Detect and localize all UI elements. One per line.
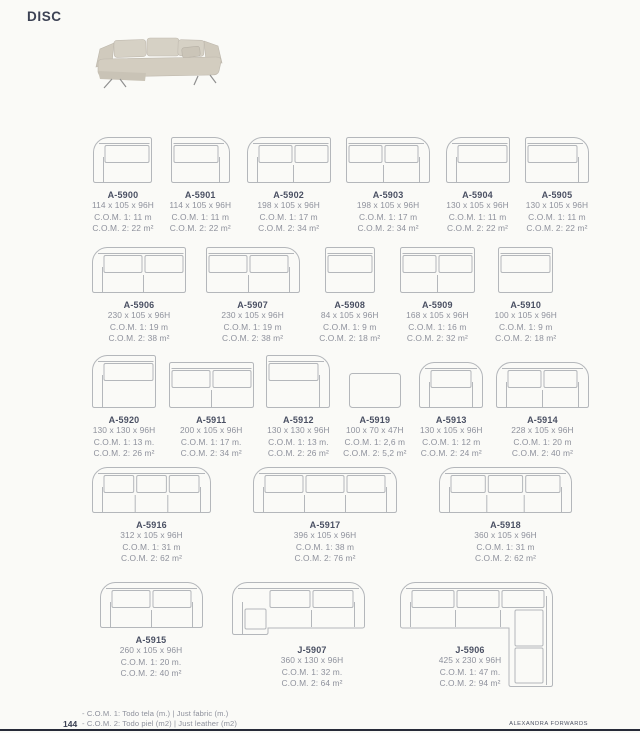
module-size: 396 x 105 x 96H [293,530,357,540]
module-size: 230 x 105 x 96H [221,310,284,320]
module-code: A-5906 [123,300,155,310]
module-card [92,467,211,565]
module-card [169,137,231,235]
module-com1: C.O.M. 1: 31 m [122,541,181,552]
module-com1: C.O.M. 1: 12 m [422,436,481,447]
module-diagram [400,247,475,293]
module-row-3 [92,352,589,460]
module-code: A-5918 [490,520,521,530]
module-com1: C.O.M. 1: 9 m [498,321,553,332]
module-com2: C.O.M. 2: 62 m² [120,553,183,563]
module-code: A-5915 [135,635,167,645]
module-diagram [419,352,483,408]
module-diagram [92,352,156,408]
module-diagram [232,582,372,635]
module-size: 100 x 70 x 47H [345,425,404,435]
module-card [92,352,156,460]
module-diagram [349,352,401,408]
module-code: A-5902 [273,190,304,200]
module-diagram [325,247,375,293]
footnote-com1: - C.O.M. 1: Todo tela (m.) | Just fabric (m.) [82,709,229,718]
module-size: 130 x 105 x 96H [420,425,483,435]
com-legend [82,709,237,729]
module-com2: C.O.M. 2: 26 m² [93,448,155,458]
module-code: A-5916 [136,520,167,530]
module-card [266,352,330,460]
module-card [525,137,589,235]
module-com1: C.O.M. 1: 11 m [171,211,230,222]
module-com1: C.O.M. 1: 19 m [223,321,282,332]
module-com2: C.O.M. 2: 22 m² [169,223,231,233]
module-com2: C.O.M. 2: 40 m² [511,448,573,458]
page-number: 144 [63,719,78,729]
module-com2: C.O.M. 2: 76 m² [294,553,356,563]
module-code: A-5901 [184,190,216,200]
module-diagram [253,467,397,513]
module-card [446,137,510,235]
module-com2: C.O.M. 2: 40 m² [120,668,182,678]
module-diagram [93,137,152,183]
module-size: 130 x 105 x 96H [525,200,589,210]
module-com1: C.O.M. 1: 9 m [323,321,377,332]
module-com1: C.O.M. 1: 17 m [259,211,318,222]
module-com1: C.O.M. 1: 31 m [476,541,535,552]
module-com2: C.O.M. 2: 38 m² [222,333,284,343]
module-com2: C.O.M. 2: 26 m² [267,448,329,458]
module-diagram [266,352,330,408]
module-com1: C.O.M. 1: 17 m. [180,436,242,447]
module-card [319,247,380,345]
module-code: A-5909 [422,300,453,310]
module-diagram [171,137,230,183]
module-com2: C.O.M. 2: 94 m² [439,678,501,688]
module-size: 168 x 105 x 96H [406,310,469,320]
module-com1: C.O.M. 1: 11 m [448,211,507,222]
module-com1: C.O.M. 1: 20 m. [120,656,182,667]
module-com1: C.O.M. 1: 13 m. [93,436,155,447]
module-card [494,247,557,345]
module-diagram [446,137,510,183]
module-card [343,352,407,460]
module-com1: C.O.M. 1: 20 m [513,436,572,447]
module-diagram [92,247,186,293]
module-row-4 [92,467,572,565]
module-size: 84 x 105 x 96H [320,310,379,320]
module-com1: C.O.M. 1: 11 m [528,211,586,222]
module-com2: C.O.M. 2: 64 m² [281,678,343,688]
module-text [257,638,367,690]
brand-footer: ALEXANDRA FORWARDS [509,721,588,727]
module-card [92,137,154,235]
module-com1: C.O.M. 1: 47 m. [439,666,501,677]
module-card [253,467,397,565]
module-card [232,582,372,688]
module-size: 200 x 105 x 96H [179,425,243,435]
module-code: A-5912 [283,415,314,425]
module-size: 228 x 105 x 96H [511,425,574,435]
module-diagram [92,467,211,513]
module-diagram [346,137,430,183]
module-size: 130 x 130 x 96H [92,425,156,435]
module-code: A-5905 [541,190,573,200]
module-row-1 [92,137,589,235]
module-size: 130 x 130 x 96H [267,425,330,435]
module-com2: C.O.M. 2: 38 m² [108,333,170,343]
module-com2: C.O.M. 2: 22 m² [446,223,509,233]
module-code: J-5906 [455,645,485,655]
module-card [419,352,483,460]
sofa-illustration [90,33,230,91]
module-diagram [525,137,589,183]
module-code: A-5910 [510,300,542,310]
module-com1: C.O.M. 1: 16 m [408,321,467,332]
module-text [405,638,535,690]
module-size: 198 x 105 x 96H [356,200,420,210]
module-code: A-5917 [309,520,341,530]
module-size: 312 x 105 x 96H [120,530,183,540]
module-code: A-5919 [359,415,391,425]
module-com1: C.O.M. 1: 38 m [295,541,355,552]
module-size: 114 x 105 x 96H [92,200,154,210]
module-com1: C.O.M. 1: 32 m. [281,666,343,677]
module-com1: C.O.M. 1: 17 m [358,211,418,222]
product-photo [90,33,230,91]
module-card [92,247,186,345]
module-code: A-5914 [527,415,558,425]
module-com2: C.O.M. 2: 34 m² [180,448,242,458]
module-size: 100 x 105 x 96H [494,310,557,320]
module-com1: C.O.M. 1: 19 m [109,321,169,332]
module-com2: C.O.M. 2: 32 m² [406,333,468,343]
module-size: 114 x 105 x 96H [169,200,232,210]
module-code: A-5900 [107,190,139,200]
module-code: A-5920 [108,415,140,425]
module-com2: C.O.M. 2: 24 m² [420,448,482,458]
module-com2: C.O.M. 2: 22 m² [526,223,588,233]
module-card [400,247,475,345]
module-card [496,352,589,460]
module-code: A-5911 [196,415,227,425]
module-diagram [169,352,254,408]
module-com2: C.O.M. 2: 34 m² [258,223,320,233]
module-com2: C.O.M. 2: 18 m² [319,333,381,343]
module-size: 425 x 230 x 96H [438,655,502,665]
module-size: 360 x 105 x 96H [474,530,537,540]
footnote-com2: - C.O.M. 2: Todo piel (m2) | Just leather (m2) [82,719,237,728]
module-diagram [206,247,300,293]
module-size: 198 x 105 x 96H [257,200,320,210]
module-size: 260 x 105 x 96H [119,645,183,655]
footer-rule [0,729,640,731]
module-code: A-5913 [435,415,467,425]
module-code: A-5903 [372,190,404,200]
module-com2: C.O.M. 2: 34 m² [357,223,419,233]
module-size: 130 x 105 x 96H [446,200,509,210]
module-com2: C.O.M. 2: 62 m² [474,553,537,563]
module-row-2 [92,247,557,345]
module-card [346,137,430,235]
module-diagram [498,247,553,293]
module-code: A-5908 [334,300,366,310]
module-card [206,247,300,345]
module-card [247,137,331,235]
module-diagram [496,352,589,408]
module-diagram [247,137,331,183]
module-card [169,352,254,460]
module-com1: C.O.M. 1: 13 m. [268,436,329,447]
module-diagram [100,582,203,628]
module-com2: C.O.M. 2: 5,2 m² [343,448,407,458]
module-size: 230 x 105 x 96H [107,310,171,320]
module-com1: C.O.M. 1: 2,6 m [344,436,406,447]
module-card [439,467,572,565]
module-com2: C.O.M. 2: 18 m² [495,333,557,343]
module-com2: C.O.M. 2: 22 m² [92,223,154,233]
module-code: A-5904 [462,190,493,200]
module-code: J-5907 [297,645,327,655]
module-card [92,582,210,680]
module-com1: C.O.M. 1: 11 m [94,211,152,222]
page-title: DISC [27,9,62,24]
module-code: A-5907 [237,300,268,310]
module-diagram [439,467,572,513]
module-card [400,582,553,687]
module-size: 360 x 130 x 96H [280,655,344,665]
